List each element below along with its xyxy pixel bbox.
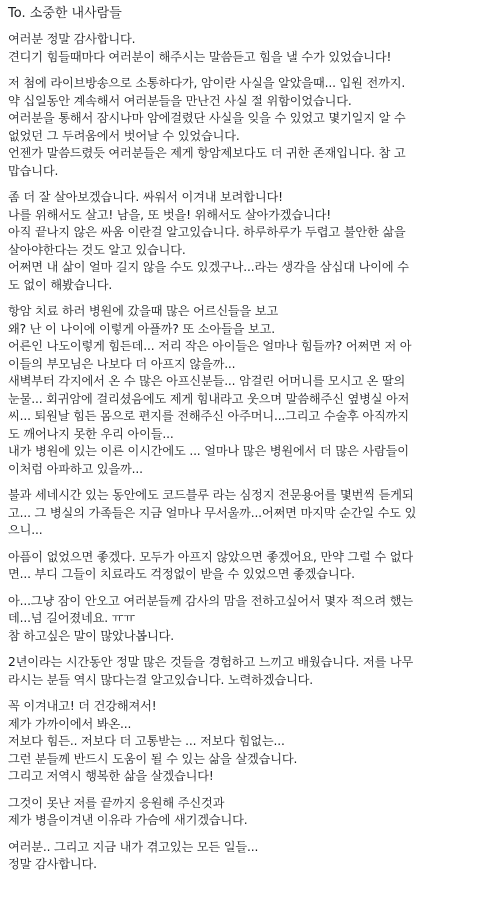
text-line: 내가 병원에 있는 이른 이시간에도 ... 얼마나 많은 병원에서 더 많은 사람들이 (8, 444, 409, 458)
text-line: 그것이 못난 저를 끝까지 응원해 주신것과 (8, 795, 225, 810)
text-line: 나를 위해서도 살고! 남을, 또 벗을! 위해서도 살아가겠습니다! (8, 207, 331, 222)
text-line: 으니... (8, 523, 43, 537)
text-line: 저보다 힘든.. 저보다 더 고통받는 ... 저보다 힘없는... (8, 734, 285, 748)
text-line: 이처럼 아파하고 있을까... (8, 461, 143, 476)
paragraph (8, 654, 487, 689)
text-line: 견디기 힘들때마다 여러분이 해주시는 말씀듣고 힘을 낼 수가 있었습니다! (8, 49, 392, 64)
text-line: 언젠가 말씀드렸듯 여러분들은 제게 항암제보다도 더 귀한 존재입니다. 참 고 (8, 146, 406, 160)
text-line: 제가 가까이에서 봐온... (8, 716, 132, 731)
paragraph (8, 549, 487, 584)
text-line: 2년이라는 시간동안 정말 많은 것들을 경험하고 느끼고 배웠습니다. 저를 나무 (8, 655, 414, 669)
paragraph (8, 487, 487, 540)
text-line: 왜? 난 이 나이에 이렇게 아플까? 또 소아들을 보고. (8, 321, 275, 336)
paragraph (8, 839, 487, 874)
text-line: 꼭 이겨내고! 더 건강해져서! (8, 699, 157, 713)
text-line: 약 십일동안 계속해서 여러분들을 만난건 사실 절 위함이었습니다. (8, 93, 352, 108)
text-line: 어른인 나도이렇게 힘든데... 저리 작은 아이들은 얼마나 힘들까? 어쩌면 저 아 (8, 339, 412, 353)
text-line: 맙습니다. (8, 163, 59, 178)
text-line: 아픔이 없었으면 좋겠다. 모두가 아프지 않았으면 좋겠어요, 만약 그럴 수 없다 (8, 549, 414, 564)
text-line: 데...넘 길어졌네요. ㅠㅠ (8, 611, 135, 625)
text-line: 면... 부디 그들이 치료라도 걱정없이 받을 수 있었으면 좋겠습니다. (8, 567, 355, 581)
text-line: 씨... 퇴원날 힘든 몸으로 편지를 전해주신 아주머니...그리고 수술후 아직까지 (8, 409, 409, 423)
text-line: 불과 세네시간 있는 동안에도 코드블루 라는 심정지 전문용어를 몇번씩 듣게되 (8, 488, 414, 502)
text-line: 없었던 그 두려움에서 벗어날 수 있었습니다. (8, 128, 240, 143)
text-line: 도 깨어나지 못한 우리 아이들... (8, 426, 174, 441)
text-line: 정말 감사합니다. (8, 857, 97, 871)
text-line: 라시는 분들 역시 많다는걸 알고있습니다. 노력하겠습니다. (8, 672, 314, 687)
text-line: 여러분을 통해서 잠시나마 암에걸렸단 사실을 잊을 수 있었고 몇기일지 알 수 (8, 111, 406, 125)
text-line: 여러분.. 그리고 지금 내가 겪고있는 모든 일들... (8, 839, 259, 854)
text-line: 살아야한다는 것도 알고 있습니다. (8, 242, 186, 257)
text-line: 좀 더 잘 살아보겠습니다. 싸워서 이겨내 보려합니다! (8, 190, 283, 204)
text-line: 그런 분들께 반드시 도움이 될 수 있는 삶을 살겠습니다. (8, 751, 298, 766)
paragraph (8, 593, 487, 646)
post-title: To. 소중한 내사람들 (8, 6, 122, 21)
text-line: 아...그냥 잠이 안오고 여러분들께 감사의 맘을 전하고싶어서 몇자 적으려 했는 (8, 593, 414, 608)
paragraph (8, 75, 487, 180)
text-line: 여러분 정말 감사합니다. (8, 32, 136, 46)
text-line: 그리고 저역시 행복한 삶을 살겠습니다! (8, 769, 214, 783)
text-line: 저 첨에 라이브방송으로 소통하다가, 암이란 사실을 알았을때... 입원 전까지. (8, 76, 406, 90)
text-line: 도 없이 해봤습니다. (8, 277, 113, 292)
text-line: 이들의 부모님은 나보다 더 아프지 않을까... (8, 356, 236, 371)
paragraph (8, 698, 487, 786)
paragraph (8, 189, 487, 294)
text-line: 참 하고싶은 말이 많았나봅니다. (8, 628, 174, 643)
paragraph (8, 303, 487, 478)
paragraph (8, 31, 487, 66)
text-line: 고... 그 병실의 가족들은 지금 얼마나 무서울까...어쩌면 마지막 순간일 수도 있 (8, 505, 417, 520)
text-line: 새벽부터 각지에서 온 수 많은 아프신분들... 암걸린 어머니를 모시고 온 딸의 (8, 374, 406, 388)
paragraph (8, 795, 487, 830)
text-line: 항암 치료 하러 병원에 갔을때 많은 어르신들을 보고 (8, 304, 279, 318)
text-line: 눈물... 회귀암에 걸리셨음에도 제게 힘내라고 웃으며 말씀해주신 옆병실 아저 (8, 391, 410, 406)
text-line: 아직 끝나지 않은 싸움 이란걸 알고있습니다. 하루하루가 두렵고 불안한 삶을 (8, 225, 406, 239)
text-line: 제가 병을이겨낸 이유라 가슴에 새기겠습니다. (8, 813, 248, 827)
post-body (8, 31, 487, 874)
text-line: 어쩌면 내 삶이 얼마 길지 않을 수도 있겠구나...라는 생각을 삼십대 나이에 수 (8, 260, 409, 274)
